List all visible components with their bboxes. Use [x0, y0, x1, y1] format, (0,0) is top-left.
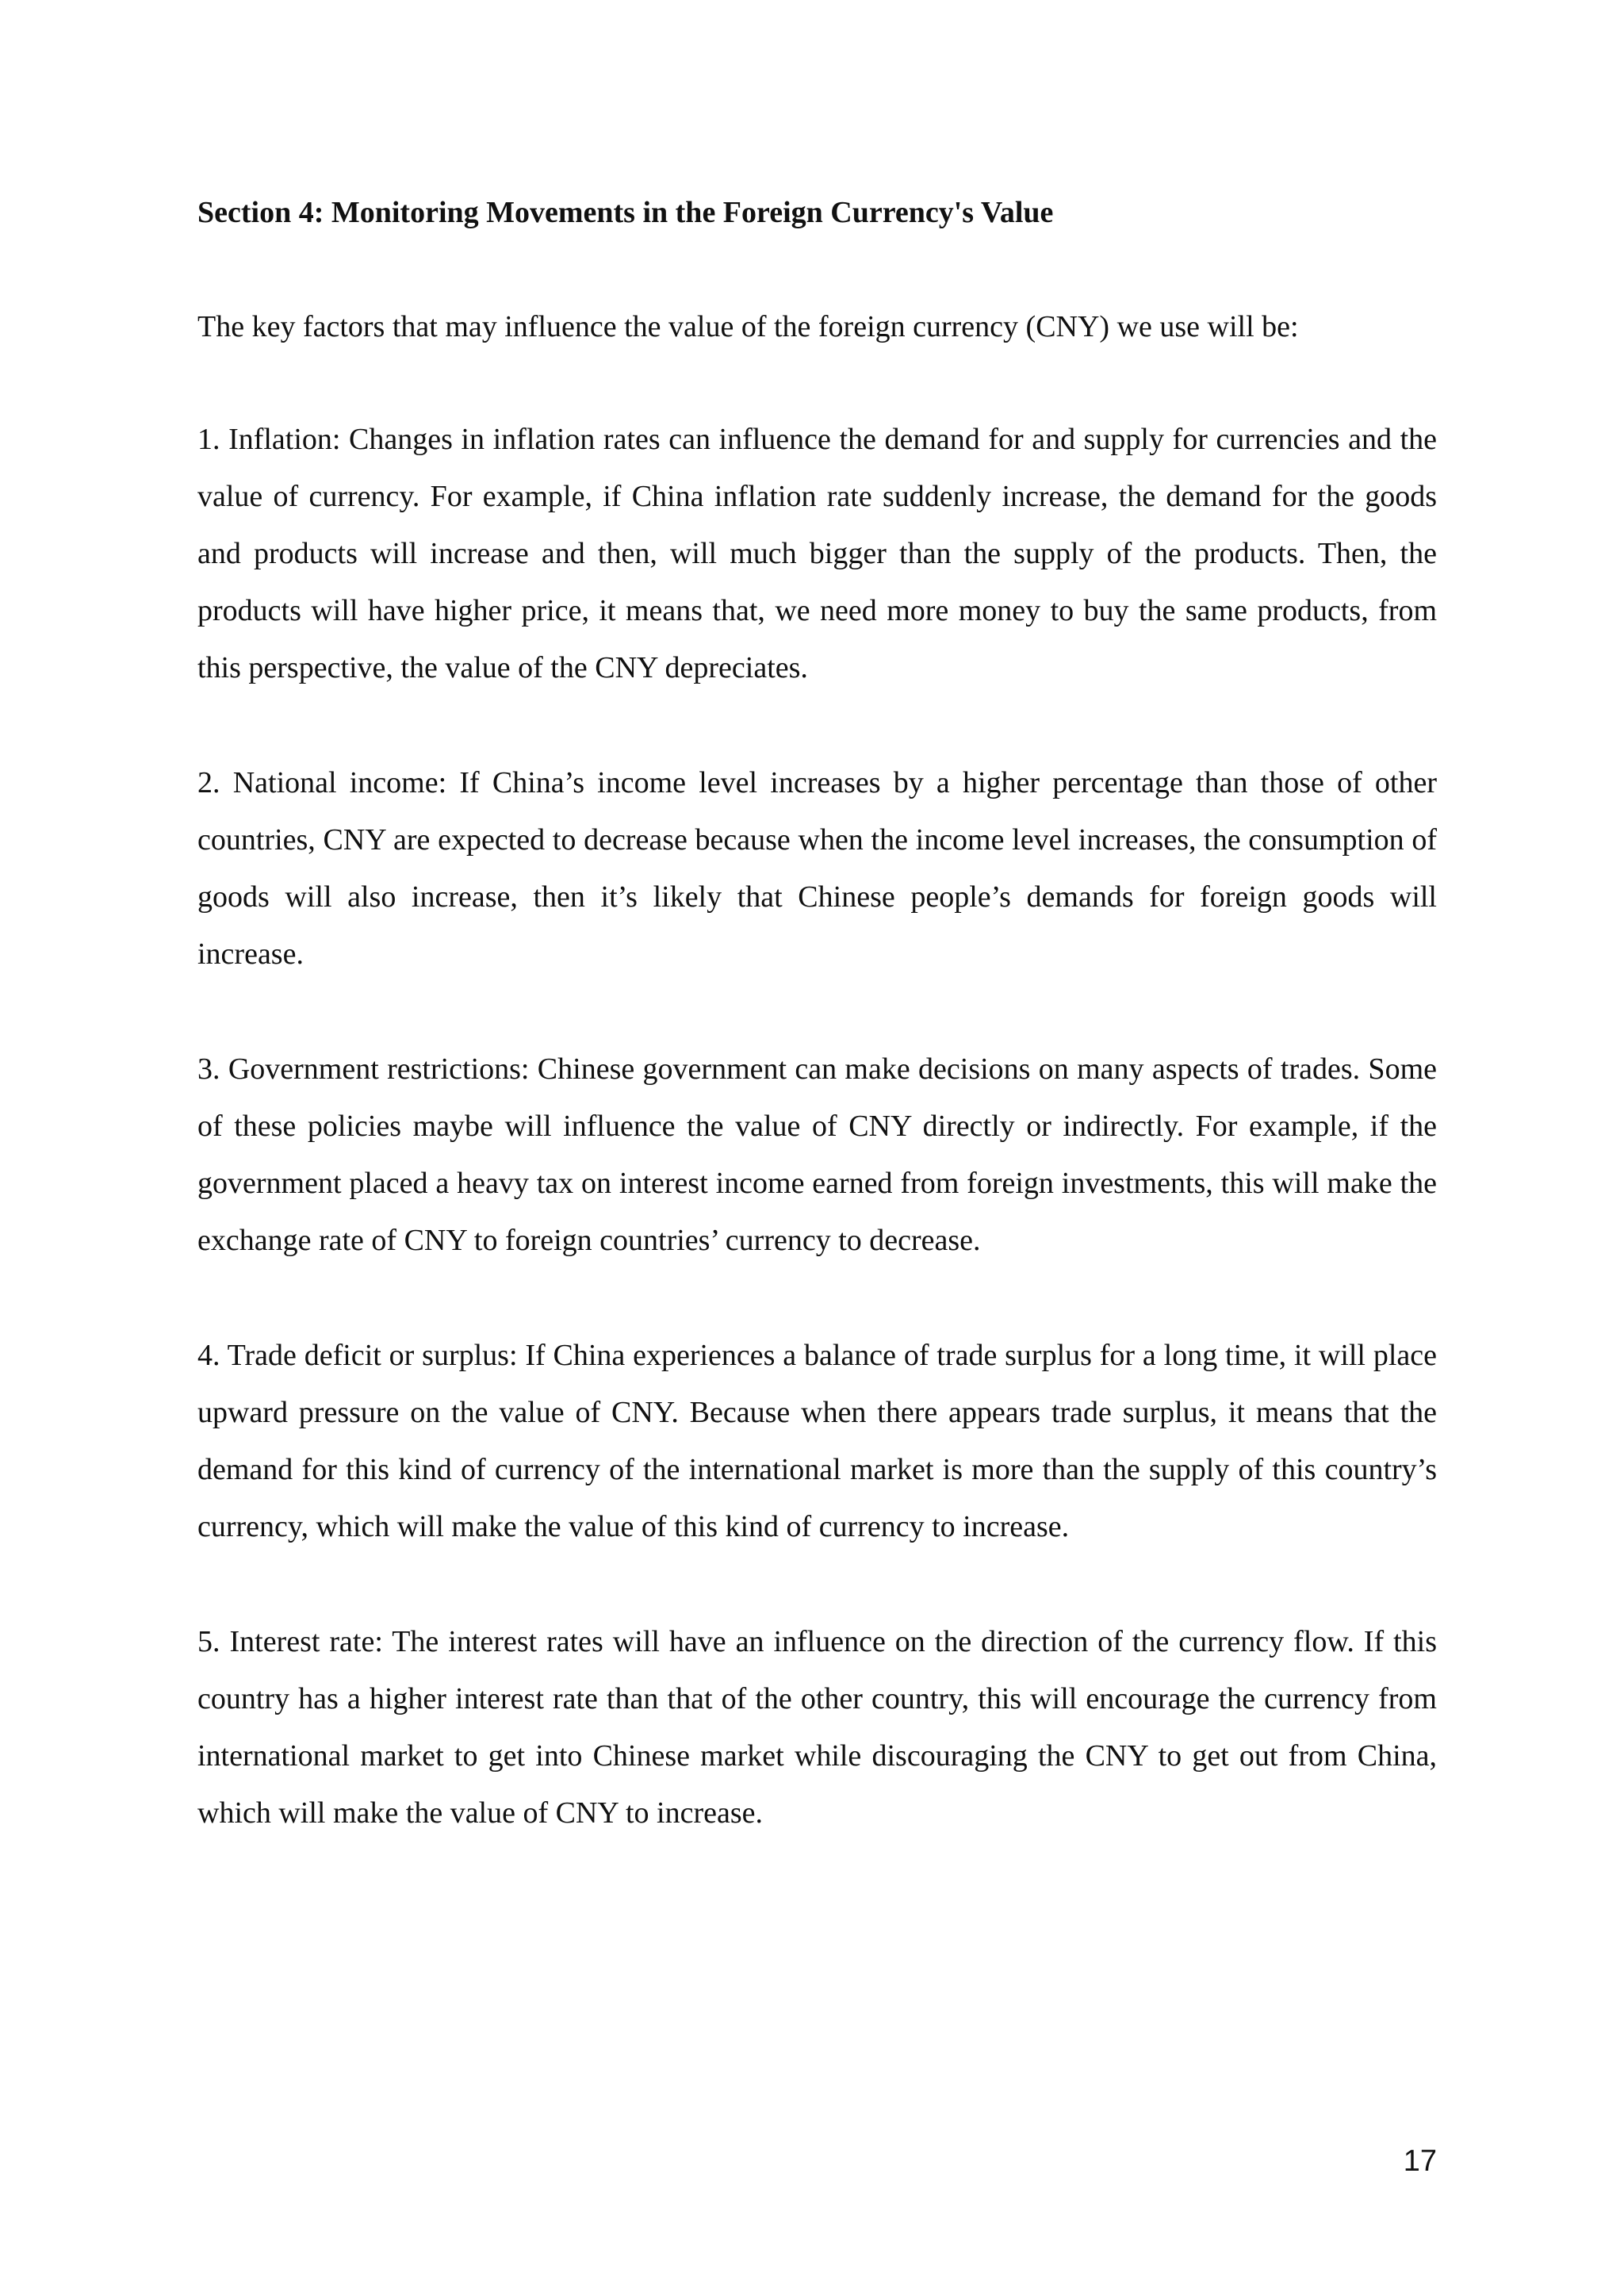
factor-national-income: 2. National income: If China’s income level increases by a higher percentage than those of other countries, CNY are expected to decrease because when the income level increases, the consumption of goods will also increase, then it’s likely that Chinese people’s demands for foreign goods will increase. [197, 765, 1437, 971]
factor-government-restrictions: 3. Government restrictions: Chinese government can make decisions on many aspects of trades. Some of these policies maybe will influence the value of CNY directly or indirectly. For example, if the government placed a heavy tax on interest income earned from foreign investments, this will make the exchange rate of CNY to foreign countries’ currency to decrease. [197, 1052, 1437, 1257]
page-number: 17 [1403, 2145, 1437, 2178]
factor-inflation: 1. Inflation: Changes in inflation rates can influence the demand for and supply for currencies and the value of currency. For example, if China inflation rate suddenly increase, the demand for the goods and products will increase and then, will much bigger than the supply of the products. Then, the products will have higher price, it means that, we need more money to buy the same products, from this perspective, the value of the CNY depreciates. [197, 422, 1437, 684]
section-heading: Section 4: Monitoring Movements in the Foreign Currency's Value [197, 196, 1054, 229]
intro-paragraph: The key factors that may influence the value of the foreign currency (CNY) we use will be: [197, 309, 1299, 343]
factor-interest-rate: 5. Interest rate: The interest rates will have an influence on the direction of the currency flow. If this country has a higher interest rate than that of the other country, this will encourage the currency from international market to get into Chinese market while discouraging the CNY to get out from China, which will make the value of CNY to increase. [197, 1624, 1437, 1830]
factor-trade-deficit-surplus: 4. Trade deficit or surplus: If China experiences a balance of trade surplus for a long time, it will place upward pressure on the value of CNY. Because when there appears trade surplus, it means that the demand for this kind of currency of the international market is more than the supply of this country’s currency, which will make the value of this kind of currency to increase. [197, 1338, 1437, 1543]
page-content [197, 195, 1437, 1842]
